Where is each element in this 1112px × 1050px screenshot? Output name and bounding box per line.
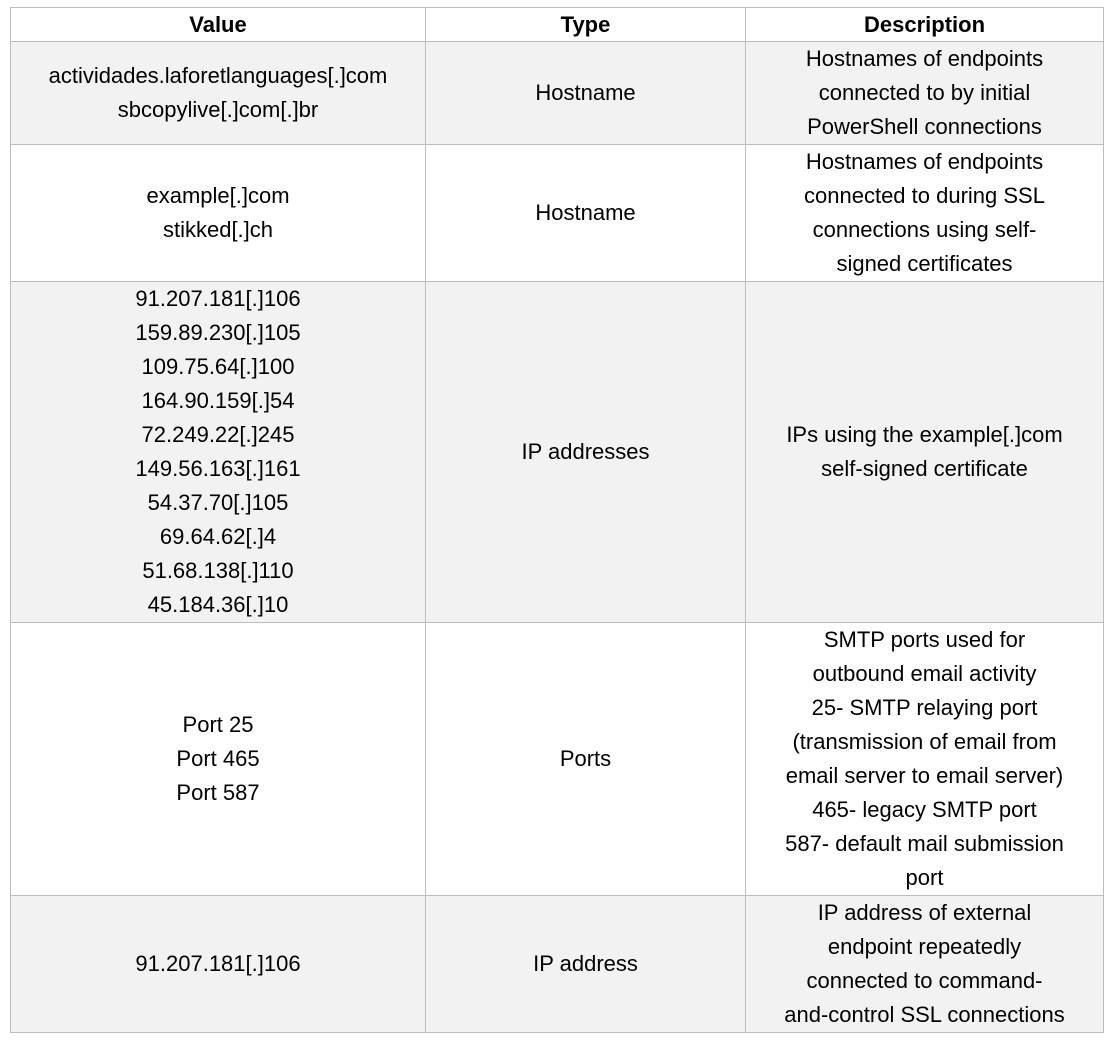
type-cell: IP address	[426, 896, 746, 1033]
type-cell: Hostname	[426, 42, 746, 145]
description-line: connected to during SSL	[804, 183, 1045, 208]
description-line: and-control SSL connections	[784, 1002, 1065, 1027]
value-line: 54.37.70[.]105	[147, 490, 289, 515]
value-line: 91.207.181[.]106	[135, 286, 301, 311]
value-line: 91.207.181[.]106	[135, 951, 301, 976]
header-row	[11, 8, 1104, 42]
description-line: self-signed certificate	[821, 456, 1028, 481]
value-line: 45.184.36[.]10	[147, 592, 289, 617]
description-line: PowerShell connections	[807, 114, 1042, 139]
description-line: signed certificates	[836, 251, 1013, 276]
description-line: 25- SMTP relaying port	[811, 695, 1038, 720]
description-line: 587- default mail submission	[785, 831, 1064, 856]
value-cell	[11, 282, 426, 623]
description-line: email server to email server)	[785, 763, 1064, 788]
description-line: 465- legacy SMTP port	[812, 797, 1037, 822]
description-cell	[746, 42, 1104, 145]
description-line: connected to command-	[806, 968, 1043, 993]
description-cell	[746, 896, 1104, 1033]
description-line: endpoint repeatedly	[827, 934, 1022, 959]
value-line: 109.75.64[.]100	[141, 354, 295, 379]
value-cell	[11, 896, 426, 1033]
description-line: connected to by initial	[818, 80, 1031, 105]
value-line: 69.64.62[.]4	[159, 524, 277, 549]
type-cell: IP addresses	[426, 282, 746, 623]
table-row	[11, 623, 1104, 896]
value-cell	[11, 42, 426, 145]
value-line: 149.56.163[.]161	[135, 456, 301, 481]
table-row	[11, 896, 1104, 1033]
description-line: outbound email activity	[812, 661, 1037, 686]
value-line: Port 587	[176, 780, 260, 805]
description-line: port	[905, 865, 944, 890]
ioc-table	[10, 7, 1104, 1033]
table-row	[11, 282, 1104, 623]
description-cell	[746, 282, 1104, 623]
value-line: Port 25	[182, 712, 254, 737]
description-line: SMTP ports used for	[823, 627, 1026, 652]
header-value: Value	[11, 8, 426, 42]
value-line: stikked[.]ch	[162, 217, 274, 242]
value-line: example[.]com	[146, 183, 290, 208]
description-cell	[746, 623, 1104, 896]
value-cell	[11, 145, 426, 282]
header-type: Type	[426, 8, 746, 42]
description-line: Hostnames of endpoints	[805, 149, 1044, 174]
value-line: 51.68.138[.]110	[142, 558, 294, 583]
type-cell: Hostname	[426, 145, 746, 282]
description-line: IP address of external	[817, 900, 1032, 925]
value-line: sbcopylive[.]com[.]br	[117, 97, 319, 122]
table-row	[11, 42, 1104, 145]
description-line: IPs using the example[.]com	[786, 422, 1063, 447]
value-line: 159.89.230[.]105	[135, 320, 301, 345]
value-line: 164.90.159[.]54	[141, 388, 295, 413]
description-line: connections using self-	[812, 217, 1037, 242]
value-line: actividades.laforetlanguages[.]com	[48, 63, 388, 88]
header-description: Description	[746, 8, 1104, 42]
description-cell	[746, 145, 1104, 282]
table-row	[11, 145, 1104, 282]
value-cell	[11, 623, 426, 896]
value-line: Port 465	[176, 746, 260, 771]
description-line: (transmission of email from	[792, 729, 1057, 754]
value-line: 72.249.22[.]245	[141, 422, 295, 447]
description-line: Hostnames of endpoints	[805, 46, 1044, 71]
type-cell: Ports	[426, 623, 746, 896]
